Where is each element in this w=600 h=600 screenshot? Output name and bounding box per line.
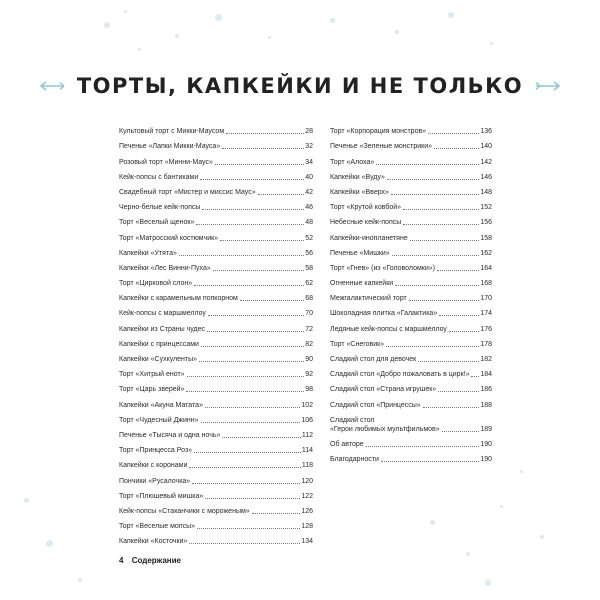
dot-leader: [258, 193, 305, 195]
toc-entry-page: 40: [305, 173, 313, 181]
toc-entry[interactable]: [330, 379, 492, 394]
dot-leader: [201, 421, 301, 423]
dot-leader: [226, 132, 304, 134]
toc-entry-title: Капкейки с принцессами: [119, 340, 199, 348]
toc-entry[interactable]: [119, 303, 313, 318]
dot-leader: [423, 406, 480, 408]
toc-entry-title: Сладкий стол «Принцессы»: [330, 401, 421, 409]
toc-entry-page: 190: [480, 455, 492, 463]
toc-entry-title: Кейк-попсы с бантиками: [119, 173, 199, 181]
toc-entry[interactable]: [119, 334, 313, 349]
toc-entry[interactable]: [119, 531, 313, 546]
toc-entry[interactable]: [330, 334, 492, 349]
toc-entry-title: Пончики «Русалочка»: [119, 477, 191, 485]
toc-entry[interactable]: [119, 288, 313, 303]
dot-leader: [434, 147, 479, 149]
toc-entry-page: 152: [480, 204, 492, 212]
page-title: ТОРТЫ, КАПКЕЙКИ И НЕ ТОЛЬКО: [76, 74, 524, 98]
decorative-splatter: [215, 14, 222, 21]
toc-entry-title: Печенье «Тысяча и одна ночь»: [119, 431, 221, 439]
toc-entry-title: Черно-белые кейк-попсы: [119, 204, 201, 212]
toc-entry[interactable]: [330, 410, 492, 434]
dot-leader: [376, 163, 479, 165]
toc-entry[interactable]: [330, 167, 492, 182]
dot-leader: [222, 147, 304, 149]
toc-entry[interactable]: [330, 449, 492, 464]
dot-leader: [201, 345, 304, 347]
title-row: [0, 74, 600, 98]
toc-entry-title: Сладкий стол для девочек: [330, 356, 417, 363]
toc-entry-title: Торт «Корпорация монстров»: [330, 128, 427, 136]
toc-entry[interactable]: [119, 516, 313, 531]
dot-leader: [403, 208, 479, 210]
toc-entry-page: 176: [480, 325, 492, 333]
toc-entry-page: 90: [305, 356, 313, 363]
toc-entry-page: 112: [301, 431, 313, 439]
dot-leader: [205, 497, 300, 499]
toc-entry-title: Торт «Царь зверей»: [119, 386, 185, 394]
toc-entry-page: 158: [480, 234, 492, 242]
decorative-splatter: [124, 10, 127, 13]
toc-entry[interactable]: [330, 288, 492, 303]
toc-entry-page: 190: [480, 440, 492, 448]
toc-entry[interactable]: [330, 394, 492, 409]
dot-leader: [386, 345, 479, 347]
toc-entry[interactable]: [119, 258, 313, 273]
toc-entry-page: 146: [480, 173, 492, 181]
toc-entry-title: Капкейки «Утята»: [119, 249, 177, 257]
toc-entry[interactable]: [330, 243, 492, 258]
decorative-splatter: [490, 42, 493, 45]
toc-entry-page: 28: [305, 128, 313, 136]
toc-entry-title: Межгалактический торт: [330, 295, 407, 303]
toc-entry-page: 136: [480, 128, 492, 136]
toc-entry[interactable]: [330, 349, 492, 364]
toc-entry-page: 186: [480, 386, 492, 394]
toc-entry-title: Культовый торт с Микки-Маусом: [119, 128, 225, 136]
toc-entry-title: Торт «Плюшевый мишка»: [119, 492, 204, 500]
decorative-splatter: [466, 552, 470, 556]
dot-leader: [220, 239, 304, 241]
dot-leader: [395, 284, 479, 286]
toc-entry-title: Торт «Принцесса Роз»: [119, 447, 193, 455]
dot-leader: [215, 163, 304, 165]
toc-entry[interactable]: [119, 151, 313, 166]
toc-entry[interactable]: [119, 121, 313, 136]
dot-leader: [410, 239, 480, 241]
dot-leader: [199, 360, 304, 362]
toc-entry-title: Печенье «Лапки Микки-Мауса»: [119, 143, 221, 151]
toc-entry[interactable]: [330, 197, 492, 212]
toc-entry-page: 178: [480, 340, 492, 348]
toc-entry-title: Торт «Алоха»: [330, 158, 375, 166]
toc-entry[interactable]: [119, 486, 313, 501]
toc-entry-title: Капкейки «Акуна Матата»: [119, 401, 203, 409]
page-footer: [119, 556, 181, 565]
toc-entry-title: Торт «Крутой ковбой»: [330, 204, 402, 212]
toc-entry-page: 156: [480, 219, 492, 227]
toc-entry[interactable]: [119, 243, 313, 258]
page-number: 4: [119, 556, 124, 565]
toc-entry[interactable]: [330, 121, 492, 136]
section-name: Содержание: [131, 556, 181, 565]
toc-entry[interactable]: [119, 182, 313, 197]
toc-entry-title: Розовый торт «Минни-Маус»: [119, 158, 213, 166]
toc-entry-title: Торт «Веселые мопсы»: [119, 523, 196, 531]
toc-entry-title: Торт «Матросский костюмчик»: [119, 234, 219, 242]
dot-leader: [449, 330, 479, 332]
decorative-splatter: [104, 22, 110, 28]
toc-entry[interactable]: [330, 151, 492, 166]
decorative-splatter: [46, 540, 53, 547]
toc-entry-page: 62: [305, 280, 313, 288]
toc-entry-page: 128: [301, 523, 313, 531]
dot-leader: [207, 330, 304, 332]
dot-leader: [194, 451, 301, 453]
toc-entry-page: 56: [305, 249, 313, 257]
toc-entry-page: 188: [480, 401, 492, 409]
toc-entry[interactable]: [119, 425, 313, 440]
decorative-splatter: [540, 535, 544, 539]
toc-entry-page: 72: [305, 325, 313, 333]
dot-leader: [208, 314, 304, 316]
dot-leader: [202, 208, 304, 210]
toc-entry-title: Капкейки «Сухкуленты»: [119, 356, 198, 363]
toc-entry[interactable]: [119, 394, 313, 409]
toc-entry-page: 102: [301, 401, 313, 409]
dot-leader: [179, 254, 304, 256]
toc-entry-page: 118: [301, 462, 313, 470]
dot-leader: [428, 132, 479, 134]
toc-entry[interactable]: [119, 455, 313, 470]
toc-entry-page: 184: [480, 371, 492, 379]
toc-entry[interactable]: [119, 197, 313, 212]
toc-entry-page: 92: [305, 371, 313, 379]
toc-entry-title: Капкейки с карамельным попкорном: [119, 295, 238, 303]
toc-entry[interactable]: [330, 364, 492, 379]
toc-entry[interactable]: [119, 364, 313, 379]
toc-entry-page: 142: [480, 158, 492, 166]
toc-entry-title: Небесные кейк-попсы: [330, 219, 402, 227]
toc-entry-page: 170: [480, 295, 492, 303]
toc-entry-page: 162: [480, 249, 492, 257]
dot-leader: [192, 482, 300, 484]
toc-entry-page: 182: [480, 356, 492, 363]
toc-entry-title: Торт «Снеговик»: [330, 340, 385, 348]
dot-leader: [438, 390, 479, 392]
toc-entry[interactable]: [119, 410, 313, 425]
dot-leader: [252, 512, 301, 514]
toc-entry[interactable]: [330, 258, 492, 273]
toc-entry-title: Капкейки из Страны чудес: [119, 325, 205, 333]
dot-leader: [240, 299, 304, 301]
dot-leader: [471, 375, 479, 377]
decorative-splatter: [485, 580, 491, 586]
toc-entry-title: Торт «Чудесный Джинн»: [119, 416, 199, 424]
toc-entry-title: Торт «Веселый щенок»: [119, 219, 195, 227]
toc-entry-page: 82: [305, 340, 313, 348]
toc-entry-page: 70: [305, 310, 313, 318]
toc-entry-page: 34: [305, 158, 313, 166]
toc-entry-page: 106: [301, 416, 313, 424]
dot-leader: [194, 284, 304, 286]
dot-leader: [381, 460, 479, 462]
toc-entry-title: Торт «Гнев» (из «Головоломки»): [330, 264, 435, 272]
toc-entry-page: 120: [301, 477, 313, 485]
dot-leader: [197, 527, 300, 529]
dot-leader: [196, 223, 304, 225]
toc-entry-title: Капкейки с коронами: [119, 462, 188, 470]
toc-entry-title: Капкейки «Вуду»: [330, 173, 385, 181]
toc-entry[interactable]: [119, 470, 313, 485]
decorative-splatter: [395, 30, 399, 34]
toc-entry-page: 32: [305, 143, 313, 151]
dot-leader: [189, 542, 300, 544]
toc-entry[interactable]: [119, 318, 313, 333]
arrow-left-icon: [39, 81, 65, 91]
toc-entry[interactable]: [330, 227, 492, 242]
toc-entry-title: Шоколадная плитка «Галактика»: [330, 310, 438, 318]
toc-entry-page: 114: [301, 447, 313, 455]
decorative-splatter: [448, 12, 454, 18]
dot-leader: [366, 445, 480, 447]
toc-entry-title: Свадебный торт «Мистер и миссис Маус»: [119, 188, 256, 196]
toc-entry-title: Об авторе: [330, 440, 364, 448]
toc-entry-title: Капкейки «Лес Винни-Пуха»: [119, 264, 211, 272]
toc-entry[interactable]: [119, 273, 313, 288]
toc-entry-title: Благодарности: [330, 455, 379, 463]
dot-leader: [213, 269, 304, 271]
decorative-splatter: [500, 505, 503, 508]
dot-leader: [409, 299, 480, 301]
toc-entry-page: 174: [480, 310, 492, 318]
toc-left-column: [119, 121, 313, 546]
toc-entry-title: Огненные капкейки: [330, 280, 394, 288]
arrow-right-icon: [535, 81, 561, 91]
toc-right-column: [330, 121, 492, 464]
toc-entry-title: Сладкий стол «Страна игрушек»: [330, 386, 437, 394]
dot-leader: [442, 430, 480, 432]
toc-entry-title: Ледяные кейк-попсы с маршмеллоу: [330, 325, 447, 333]
decorative-splatter: [430, 520, 435, 525]
toc-entry[interactable]: [330, 434, 492, 449]
toc-entry[interactable]: [119, 379, 313, 394]
toc-entry[interactable]: [330, 303, 492, 318]
dot-leader: [200, 178, 304, 180]
dot-leader: [392, 254, 480, 256]
toc-entry-page: 68: [305, 295, 313, 303]
toc-entry-page: 42: [305, 188, 313, 196]
toc-entry-title: Кейк-попсы с маршмеллоу: [119, 310, 206, 318]
toc-entry[interactable]: [119, 227, 313, 242]
toc-entry-page: 134: [301, 538, 313, 546]
toc-entry-page: 140: [480, 143, 492, 151]
toc-entry[interactable]: [119, 212, 313, 227]
dot-leader: [222, 436, 300, 438]
toc-entry-title: Капкейки «Вверх»: [330, 188, 389, 196]
decorative-splatter: [268, 36, 271, 39]
toc-entry-title: Кейк-попсы «Стаканчики с мороженым»: [119, 507, 250, 515]
toc-entry-title: Сладкий стол «Герои любимых мультфильмов»: [330, 416, 440, 433]
dot-leader: [189, 466, 300, 468]
dot-leader: [391, 193, 479, 195]
toc-entry-page: 148: [480, 188, 492, 196]
toc-entry-page: 164: [480, 264, 492, 272]
toc-entry-page: 58: [305, 264, 313, 272]
toc-entry-page: 122: [301, 492, 313, 500]
toc-entry-page: 46: [305, 204, 313, 212]
dot-leader: [187, 375, 305, 377]
toc-entry-title: Торт «Цирковой слон»: [119, 280, 193, 288]
toc-entry[interactable]: [119, 167, 313, 182]
toc-entry[interactable]: [330, 136, 492, 151]
toc-entry-page: 126: [301, 507, 313, 515]
dot-leader: [403, 223, 479, 225]
toc-entry[interactable]: [119, 501, 313, 516]
toc-entry[interactable]: [330, 273, 492, 288]
dot-leader: [437, 269, 479, 271]
toc-entry[interactable]: [330, 212, 492, 227]
toc-entry-page: 48: [305, 219, 313, 227]
toc-entry-page: 168: [480, 280, 492, 288]
toc-entry-page: 189: [480, 425, 492, 433]
toc-entry[interactable]: [330, 318, 492, 333]
decorative-splatter: [520, 470, 523, 473]
decorative-splatter: [138, 48, 141, 51]
toc-entry-title: Сладкий стол «Добро пожаловать в цирк!»: [330, 371, 470, 379]
toc-entry[interactable]: [119, 349, 313, 364]
toc-entry[interactable]: [330, 182, 492, 197]
toc-entry-title: Печенье «Зеленые монстрики»: [330, 143, 433, 151]
toc-entry[interactable]: [119, 440, 313, 455]
dot-leader: [418, 360, 479, 362]
decorative-splatter: [175, 34, 179, 38]
toc-entry-title: Капкейки-инопланетяне: [330, 234, 408, 242]
toc-entry[interactable]: [119, 136, 313, 151]
dot-leader: [439, 314, 479, 316]
decorative-splatter: [330, 18, 335, 23]
dot-leader: [205, 406, 300, 408]
decorative-splatter: [24, 498, 29, 503]
decorative-splatter: [78, 578, 82, 582]
toc-entry-page: 52: [305, 234, 313, 242]
toc-entry-page: 98: [305, 386, 313, 394]
toc-entry-title: Торт «Хитрый енот»: [119, 371, 185, 379]
dot-leader: [186, 390, 304, 392]
dot-leader: [387, 178, 479, 180]
toc-entry-title: Печенье «Мишки»: [330, 249, 390, 257]
toc-entry-title: Капкейки «Косточки»: [119, 538, 188, 546]
